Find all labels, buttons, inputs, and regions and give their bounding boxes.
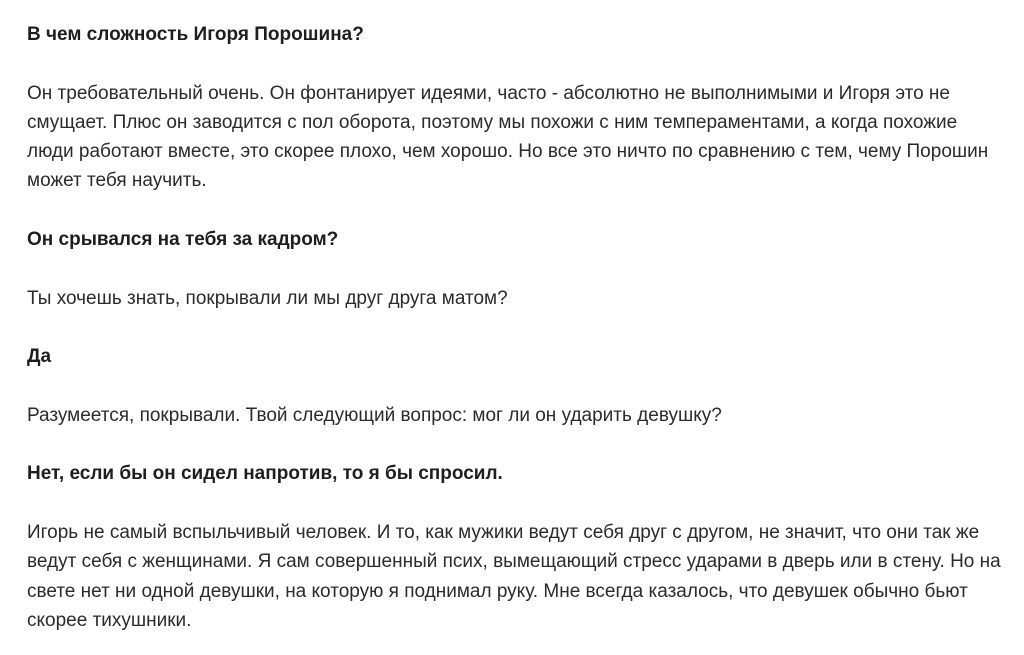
interview-answer: Ты хочешь знать, покрывали ли мы друг друга матом? (27, 287, 508, 309)
interview-article (27, 20, 1002, 635)
interview-question: Нет, если бы он сидел напротив, то я бы спросил. (27, 463, 503, 485)
interview-answer: Игорь не самый вспыльчивый человек. И то, как мужики ведут себя друг с другом, не значит, что они так же ведут себя с женщинами. Я сам совершенный псих, вымещающий стресс ударами в дверь или в стену. Но на свете нет ни одной девушки, на которую я поднимал руку. Мне всегда казалось, что девушек обычно бьют скорее тихушники. (27, 522, 1001, 631)
interview-question: Он срывался на тебя за кадром? (27, 229, 339, 251)
interview-answer: Он требовательный очень. Он фонтанирует идеями, часто - абсолютно не выполнимыми и Игоря это не смущает. Плюс он заводится с пол оборота, поэтому мы похожи с ним темпераментами, а когда похожие люди работают вместе, это скорее плохо, чем хорошо. Но все это ничто по сравнению с тем, чему Порошин может тебя научить. (27, 82, 989, 192)
interview-question: В чем сложность Игоря Порошина? (27, 24, 364, 45)
interview-answer: Разумеется, покрывали. Твой следующий вопрос: мог ли он ударить девушку? (27, 404, 722, 426)
interview-question: Да (27, 346, 52, 368)
